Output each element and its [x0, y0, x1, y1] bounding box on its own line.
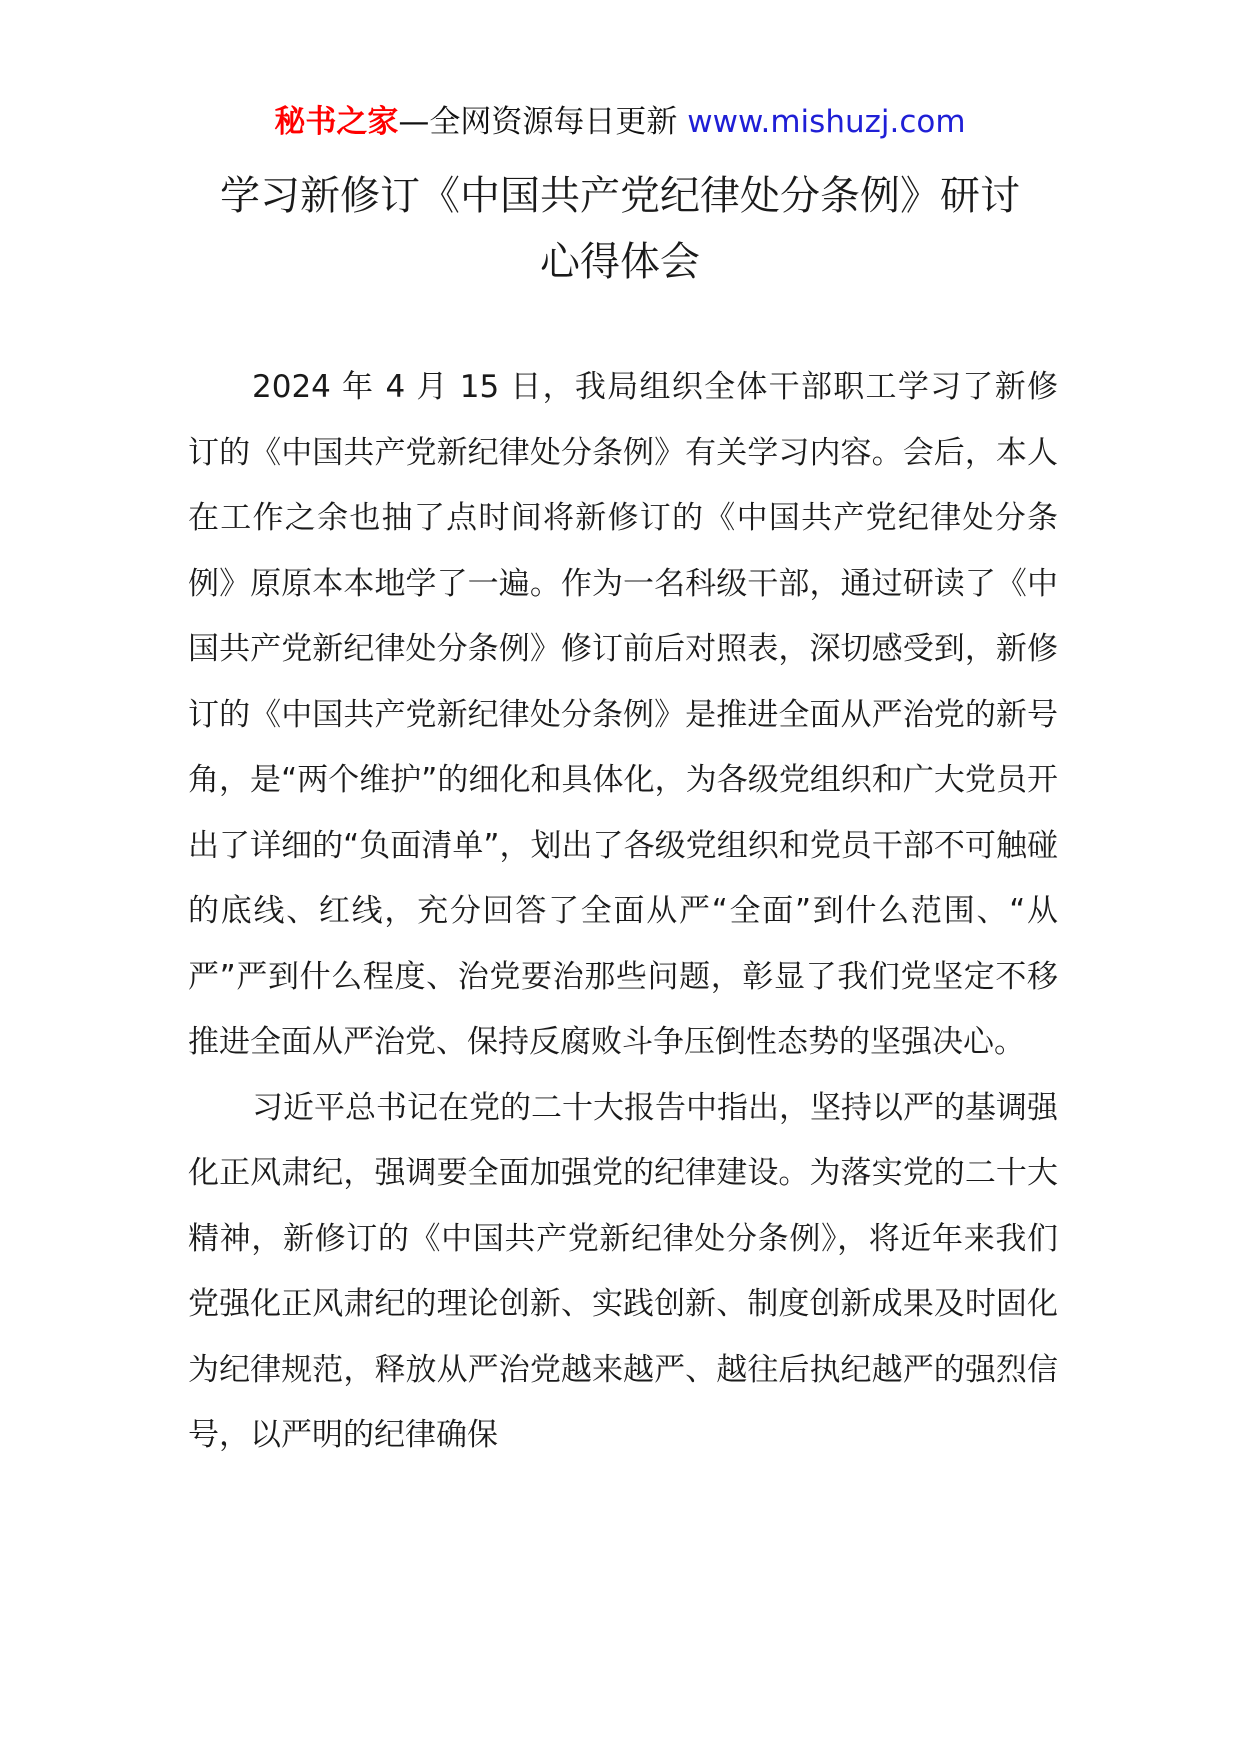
title-line-1: 学习新修订《中国共产党纪律处分条例》研讨	[220, 173, 1020, 219]
body-paragraph-2: 习近平总书记在党的二十大报告中指出，坚持以严的基调强化正风肃纪，强调要全面加强党的纪律建设。为落实党的二十大精神，新修订的《中国共产党新纪律处分条例》，将近年来我们党强化正风肃纪的理论创新、实践创新、制度创新成果及时固化为纪律规范，释放从严治党越来越严、越往后执纪越严的强烈信号，以严明的纪律确保	[188, 1089, 1058, 1453]
site-brand: 秘书之家	[274, 104, 399, 140]
site-header	[0, 100, 1240, 144]
document-title	[160, 163, 1080, 295]
site-tagline: —全网资源每日更新	[398, 104, 678, 140]
site-url-link[interactable]: www.mishuzj.com	[687, 104, 966, 140]
document-body	[188, 355, 1058, 1469]
title-line-2: 心得体会	[540, 239, 700, 285]
body-paragraph-1: 2024 年 4 月 15 日，我局组织全体干部职工学习了新修订的《中国共产党新纪律处分条例》有关学习内容。会后，本人在工作之余也抽了点时间将新修订的《中国共产党纪律处分条例》原原本本地学了一遍。作为一名科级干部，通过研读了《中国共产党新纪律处分条例》修订前后对照表，深切感受到，新修订的《中国共产党新纪律处分条例》是推进全面从严治党的新号角，是“两个维护”的细化和具体化，为各级党组织和广大党员开出了详细的“负面清单”，划出了各级党组织和党员干部不可触碰的底线、红线，充分回答了全面从严“全面”到什么范围、“从严”严到什么程度、治党要治那些问题，彰显了我们党坚定不移推进全面从严治党、保持反腐败斗争压倒性态势的坚强决心。	[188, 369, 1058, 1060]
